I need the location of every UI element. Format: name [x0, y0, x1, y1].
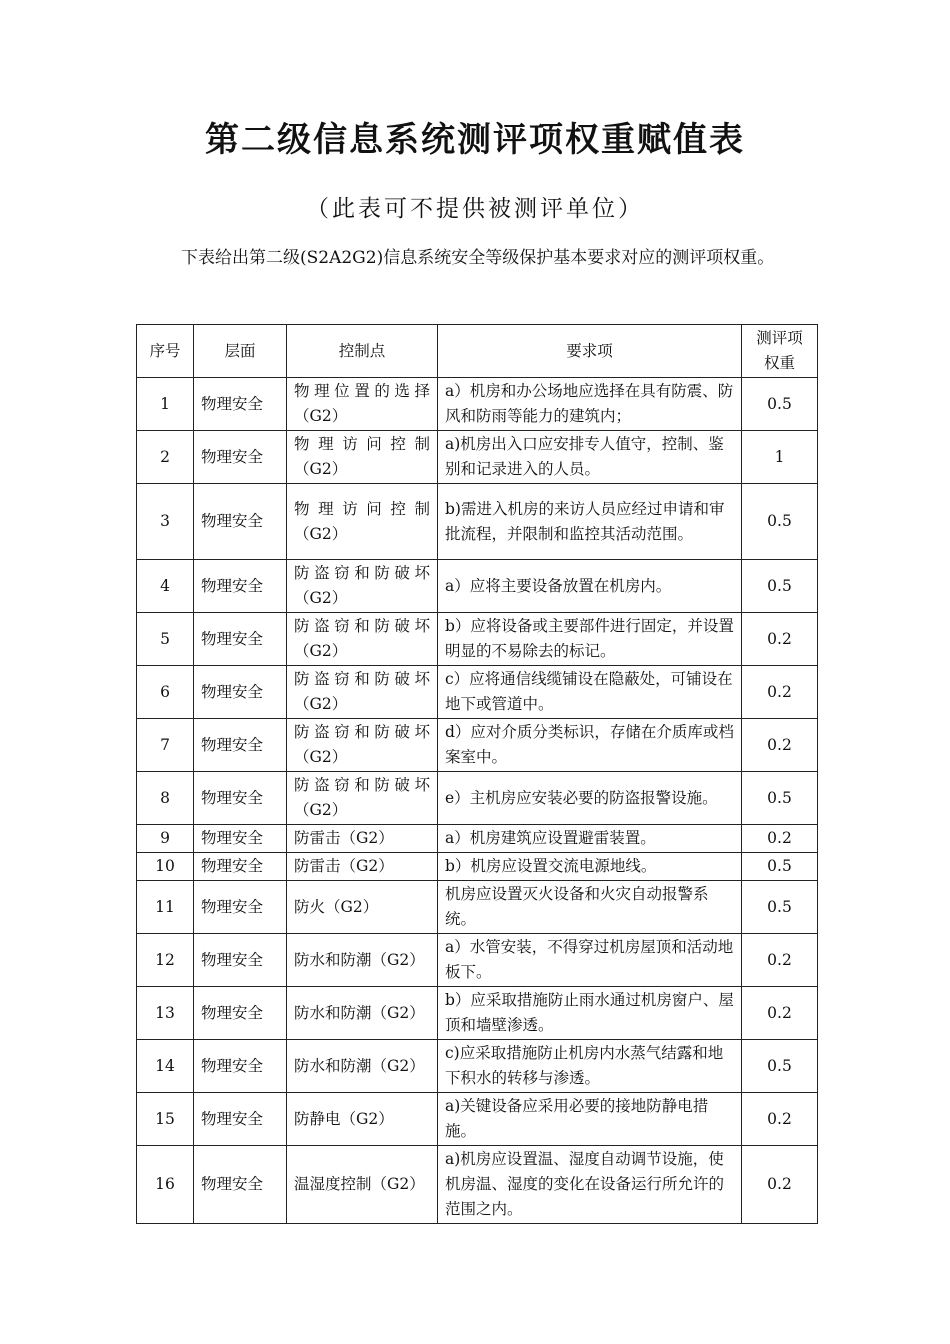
- row-control-point: 物理访问控制（G2）: [287, 484, 438, 560]
- header-requirement: 要求项: [438, 325, 742, 378]
- row-weight: 0.2: [742, 987, 818, 1040]
- row-weight: 0.5: [742, 560, 818, 613]
- row-control-point: 防盗窃和防破坏（G2）: [287, 719, 438, 772]
- row-requirement: b）应将设备或主要部件进行固定，并设置明显的不易除去的标记。: [438, 613, 742, 666]
- header-control: 控制点: [287, 325, 438, 378]
- row-layer: 物理安全: [194, 853, 287, 881]
- row-number: 5: [137, 613, 194, 666]
- row-number: 11: [137, 881, 194, 934]
- row-weight: 0.2: [742, 613, 818, 666]
- row-control-point: 物理访问控制（G2）: [287, 431, 438, 484]
- table-body: [137, 378, 818, 1224]
- row-requirement: c）应将通信线缆铺设在隐蔽处，可铺设在地下或管道中。: [438, 666, 742, 719]
- row-control-point: 防火（G2）: [287, 881, 438, 934]
- row-requirement: e）主机房应安装必要的防盗报警设施。: [438, 772, 742, 825]
- row-requirement: a)关键设备应采用必要的接地防静电措施。: [438, 1093, 742, 1146]
- row-control-point: 防雷击（G2）: [287, 853, 438, 881]
- page-title: 第二级信息系统测评项权重赋值表: [205, 120, 745, 160]
- header-no: 序号: [137, 325, 194, 378]
- table-row: [137, 772, 818, 825]
- row-weight: 0.5: [742, 378, 818, 431]
- row-layer: 物理安全: [194, 934, 287, 987]
- row-layer: 物理安全: [194, 772, 287, 825]
- row-number: 1: [137, 378, 194, 431]
- row-layer: 物理安全: [194, 666, 287, 719]
- row-control-point: 防水和防潮（G2）: [287, 987, 438, 1040]
- row-requirement: a）机房建筑应设置避雷装置。: [438, 825, 742, 853]
- row-weight: 0.5: [742, 881, 818, 934]
- row-control-point: 防水和防潮（G2）: [287, 1040, 438, 1093]
- table-row: [137, 666, 818, 719]
- row-number: 13: [137, 987, 194, 1040]
- table-row: [137, 934, 818, 987]
- table-row: [137, 378, 818, 431]
- row-number: 16: [137, 1146, 194, 1224]
- row-number: 8: [137, 772, 194, 825]
- row-layer: 物理安全: [194, 987, 287, 1040]
- row-requirement: b）机房应设置交流电源地线。: [438, 853, 742, 881]
- row-number: 4: [137, 560, 194, 613]
- row-requirement: a）水管安装，不得穿过机房屋顶和活动地板下。: [438, 934, 742, 987]
- table-row: [137, 853, 818, 881]
- row-control-point: 防雷击（G2）: [287, 825, 438, 853]
- row-requirement: c)应采取措施防止机房内水蒸气结露和地下积水的转移与渗透。: [438, 1040, 742, 1093]
- row-weight: 0.2: [742, 934, 818, 987]
- table-row: [137, 1093, 818, 1146]
- table-row: [137, 719, 818, 772]
- row-weight: 0.2: [742, 825, 818, 853]
- row-control-point: 防盗窃和防破坏（G2）: [287, 666, 438, 719]
- table-row: [137, 1040, 818, 1093]
- row-control-point: 防盗窃和防破坏（G2）: [287, 772, 438, 825]
- row-number: 15: [137, 1093, 194, 1146]
- table-row: [137, 484, 818, 560]
- row-number: 12: [137, 934, 194, 987]
- row-number: 7: [137, 719, 194, 772]
- table-row: [137, 987, 818, 1040]
- row-number: 14: [137, 1040, 194, 1093]
- row-requirement: a）机房和办公场地应选择在具有防震、防风和防雨等能力的建筑内；: [438, 378, 742, 431]
- row-layer: 物理安全: [194, 484, 287, 560]
- row-layer: 物理安全: [194, 1040, 287, 1093]
- table-row: [137, 825, 818, 853]
- row-control-point: 防盗窃和防破坏（G2）: [287, 613, 438, 666]
- page-subtitle: （此表可不提供被测评单位）: [306, 196, 644, 222]
- row-layer: 物理安全: [194, 613, 287, 666]
- row-requirement: a)机房应设置温、湿度自动调节设施，使机房温、湿度的变化在设备运行所允许的范围之内。: [438, 1146, 742, 1224]
- row-layer: 物理安全: [194, 1146, 287, 1224]
- row-control-point: 防静电（G2）: [287, 1093, 438, 1146]
- table-row: [137, 431, 818, 484]
- row-requirement: b)需进入机房的来访人员应经过申请和审批流程，并限制和监控其活动范围。: [438, 484, 742, 560]
- table-row: [137, 613, 818, 666]
- row-weight: 0.2: [742, 1093, 818, 1146]
- row-weight: 0.5: [742, 853, 818, 881]
- row-weight: 0.2: [742, 1146, 818, 1224]
- row-number: 9: [137, 825, 194, 853]
- row-weight: 0.5: [742, 772, 818, 825]
- header-weight: 测评项权重: [742, 325, 818, 378]
- row-layer: 物理安全: [194, 881, 287, 934]
- row-weight: 0.2: [742, 666, 818, 719]
- weight-table: [136, 324, 818, 1224]
- row-number: 2: [137, 431, 194, 484]
- row-number: 6: [137, 666, 194, 719]
- row-layer: 物理安全: [194, 560, 287, 613]
- table-row: [137, 560, 818, 613]
- row-requirement: b）应采取措施防止雨水通过机房窗户、屋顶和墙壁渗透。: [438, 987, 742, 1040]
- row-control-point: 防盗窃和防破坏（G2）: [287, 560, 438, 613]
- row-requirement: a)机房出入口应安排专人值守，控制、鉴别和记录进入的人员。: [438, 431, 742, 484]
- row-number: 3: [137, 484, 194, 560]
- row-requirement: d）应对介质分类标识，存储在介质库或档案室中。: [438, 719, 742, 772]
- row-control-point: 物理位置的选择（G2）: [287, 378, 438, 431]
- row-control-point: 温湿度控制（G2）: [287, 1146, 438, 1224]
- row-requirement: 机房应设置灭火设备和火灾自动报警系统。: [438, 881, 742, 934]
- row-layer: 物理安全: [194, 719, 287, 772]
- row-layer: 物理安全: [194, 431, 287, 484]
- row-weight: 0.5: [742, 1040, 818, 1093]
- row-layer: 物理安全: [194, 825, 287, 853]
- row-weight: 0.5: [742, 484, 818, 560]
- row-requirement: a）应将主要设备放置在机房内。: [438, 560, 742, 613]
- table-row: [137, 881, 818, 934]
- row-layer: 物理安全: [194, 1093, 287, 1146]
- header-layer: 层面: [194, 325, 287, 378]
- table-row: [137, 1146, 818, 1224]
- row-weight: 0.2: [742, 719, 818, 772]
- intro-paragraph: 下表给出第二级(S2A2G2)信息系统安全等级保护基本要求对应的测评项权重。: [181, 248, 775, 268]
- row-number: 10: [137, 853, 194, 881]
- table-header-row: [137, 325, 818, 378]
- row-layer: 物理安全: [194, 378, 287, 431]
- row-control-point: 防水和防潮（G2）: [287, 934, 438, 987]
- row-weight: 1: [742, 431, 818, 484]
